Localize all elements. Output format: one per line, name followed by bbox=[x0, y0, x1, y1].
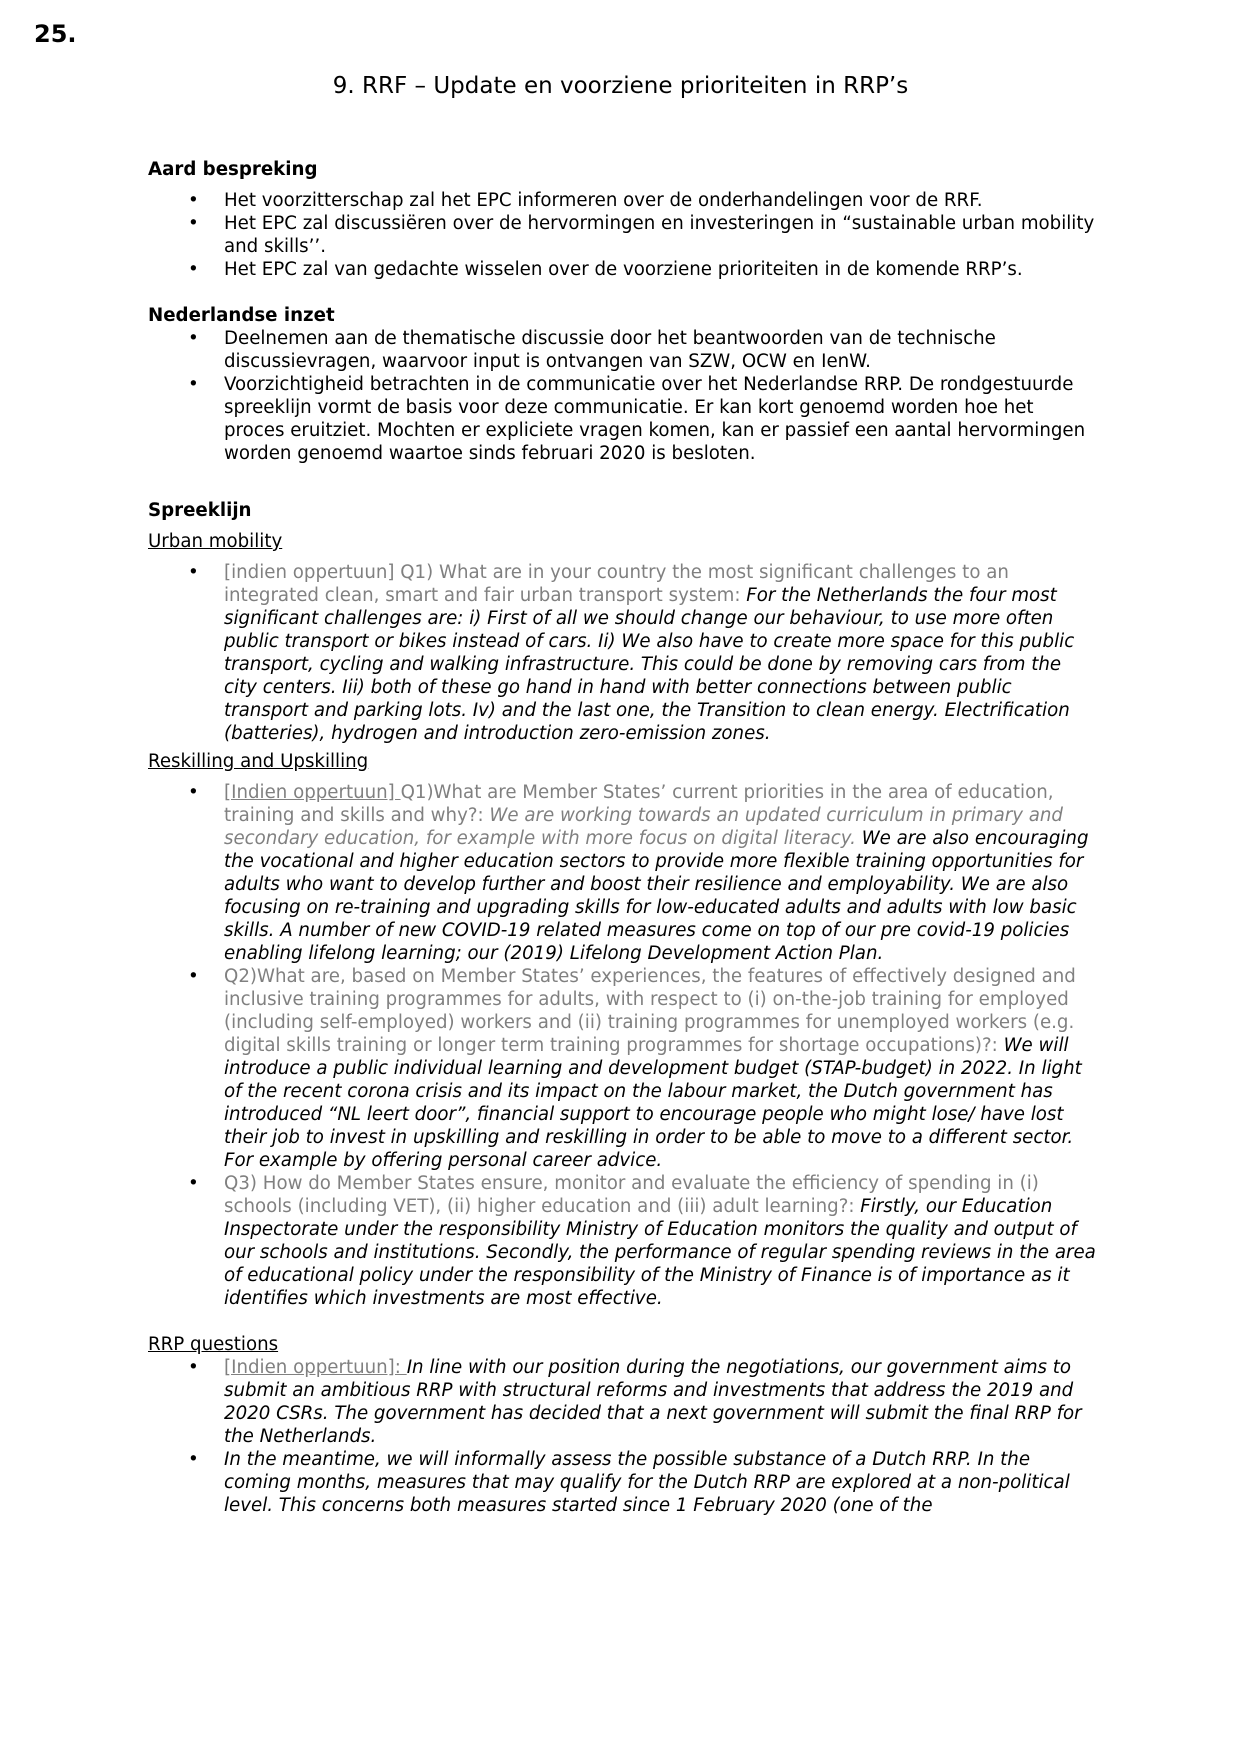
answer-text: In line with our position during the negotiations, our government aims to submit an ambitious RRP with structural reforms and investments that address the 2019 and 2020 CSRs. The government has decided that a next government will submit the final RRP for the Netherlands. bbox=[224, 1357, 1082, 1447]
answer-text: We are also encouraging the vocational and higher education sectors to provide more flexible training opportunities for adults who want to develop further and boost their resilience and employability. We are also focusing on re-training and upgrading skills for low-educated adults and adults with low basic skills. A number of new COVID-19 related measures come on top of our pre covid-19 policies enabling lifelong learning; our (2019) Lifelong Development Action Plan. bbox=[224, 828, 1089, 964]
urban-mobility-heading: Urban mobility bbox=[148, 531, 283, 552]
list-item: • In the meantime, we will informally assess the possible substance of a Dutch RRP. In the coming months, measures that may qualify for the Dutch RRP are explored at a non-political level. This concerns both measures started since 1 February 2020 (one of the bbox=[148, 1448, 1098, 1517]
list-item bbox=[148, 561, 1098, 745]
answer-text: We are working towards an updated curriculum in primary and secondary education, for example with more focus on digital literacy. bbox=[224, 805, 1063, 849]
inzet-heading: Nederlandse inzet bbox=[148, 305, 335, 326]
spreeklijn-heading: Spreeklijn bbox=[148, 500, 252, 521]
reskilling-heading: Reskilling and Upskilling bbox=[148, 751, 369, 772]
question-text: [indien oppertuun] Q1) What are in your country the most significant challenges to an integrated clean, smart and fair urban transport system: bbox=[224, 562, 1009, 606]
urban-mobility-list bbox=[148, 561, 1098, 745]
page-number: 25. bbox=[34, 20, 77, 48]
list-item: • Voorzichtigheid betrachten in de communicatie over het Nederlandse RRP. De rondgestuurde spreeklijn vormt de basis voor deze communicatie. Er kan kort genoemd worden hoe het proces eruitziet. Mochten er expliciete vragen komen, kan er passief een aantal hervormingen worden genoemd waartoe sinds februari 2020 is besloten. bbox=[148, 373, 1098, 465]
list-item: • Het voorzitterschap zal het EPC informeren over de onderhandelingen voor de RRF. bbox=[148, 189, 1098, 212]
question-text: Q3) How do Member States ensure, monitor and evaluate the efficiency of spending in (i) schools (including VET), (ii) higher education and (iii) adult learning?: bbox=[224, 1173, 1039, 1217]
inzet-list bbox=[148, 327, 1098, 465]
list-item bbox=[148, 1172, 1098, 1310]
question-text: Q2)What are, based on Member States’ experiences, the features of effectively designed and inclusive training programmes for adults, with respect to (i) on-the-job training for employed (including self-employed) workers and (ii) training programmes for unemployed workers (e.g. digital skills training or longer term training programmes for shortage occupations)?: bbox=[224, 966, 1076, 1056]
list-item: • Deelnemen aan de thematische discussie door het beantwoorden van de technische discussievragen, waarvoor input is ontvangen van SZW, OCW en IenW. bbox=[148, 327, 1098, 373]
rrp-questions-list bbox=[148, 1356, 1098, 1517]
conditional-tag: [Indien oppertuun]: bbox=[224, 1357, 407, 1378]
list-item: • Het EPC zal discussiëren over de hervormingen en investeringen in “sustainable urban mobility and skills’’. bbox=[148, 212, 1098, 258]
reskilling-list bbox=[148, 781, 1098, 1310]
conditional-tag: [Indien oppertuun] bbox=[224, 782, 401, 803]
answer-text: We will introduce a public individual learning and development budget (STAP-budget) in 2022. In light of the recent corona crisis and its impact on the labour market, the Dutch government has introduced “NL leert door”, financial support to encourage people who might lose/ have lost their job to invest in upskilling and reskilling in order to be able to move to a different sector. For example by offering personal career advice. bbox=[224, 1035, 1082, 1171]
list-item bbox=[148, 965, 1098, 1172]
question-text: Q1)What are Member States’ current priorities in the area of education, training and skills and why?: bbox=[224, 782, 1054, 826]
list-item bbox=[148, 1356, 1098, 1448]
answer-text: For the Netherlands the four most significant challenges are: i) First of all we should change our behaviour, to use more often public transport or bikes instead of cars. Ii) We also have to create more space for this public transport, cycling and walking infrastructure. This could be done by removing cars from the city centers. Iii) both of these go hand in hand with better connections between public transport and parking lots. Iv) and the last one, the Transition to clean energy. Electrification (batteries), hydrogen and introduction zero-emission zones. bbox=[224, 585, 1075, 744]
rrp-questions-heading: RRP questions bbox=[148, 1334, 279, 1355]
answer-text: Firstly, our Education Inspectorate under the responsibility Ministry of Education monitors the quality and output of our schools and institutions. Secondly, the performance of regular spending reviews in the area of educational policy under the responsibility of the Ministry of Finance is of importance as it identifies which investments are most effective. bbox=[224, 1196, 1096, 1309]
list-item bbox=[148, 781, 1098, 965]
document-title: 9. RRF – Update en voorziene prioriteiten in RRP’s bbox=[332, 73, 909, 99]
document-body bbox=[148, 158, 1098, 1517]
list-item: • Het EPC zal van gedachte wisselen over de voorziene prioriteiten in de komende RRP’s. bbox=[148, 258, 1098, 281]
aard-heading: Aard bespreking bbox=[148, 159, 318, 180]
aard-list bbox=[148, 189, 1098, 281]
